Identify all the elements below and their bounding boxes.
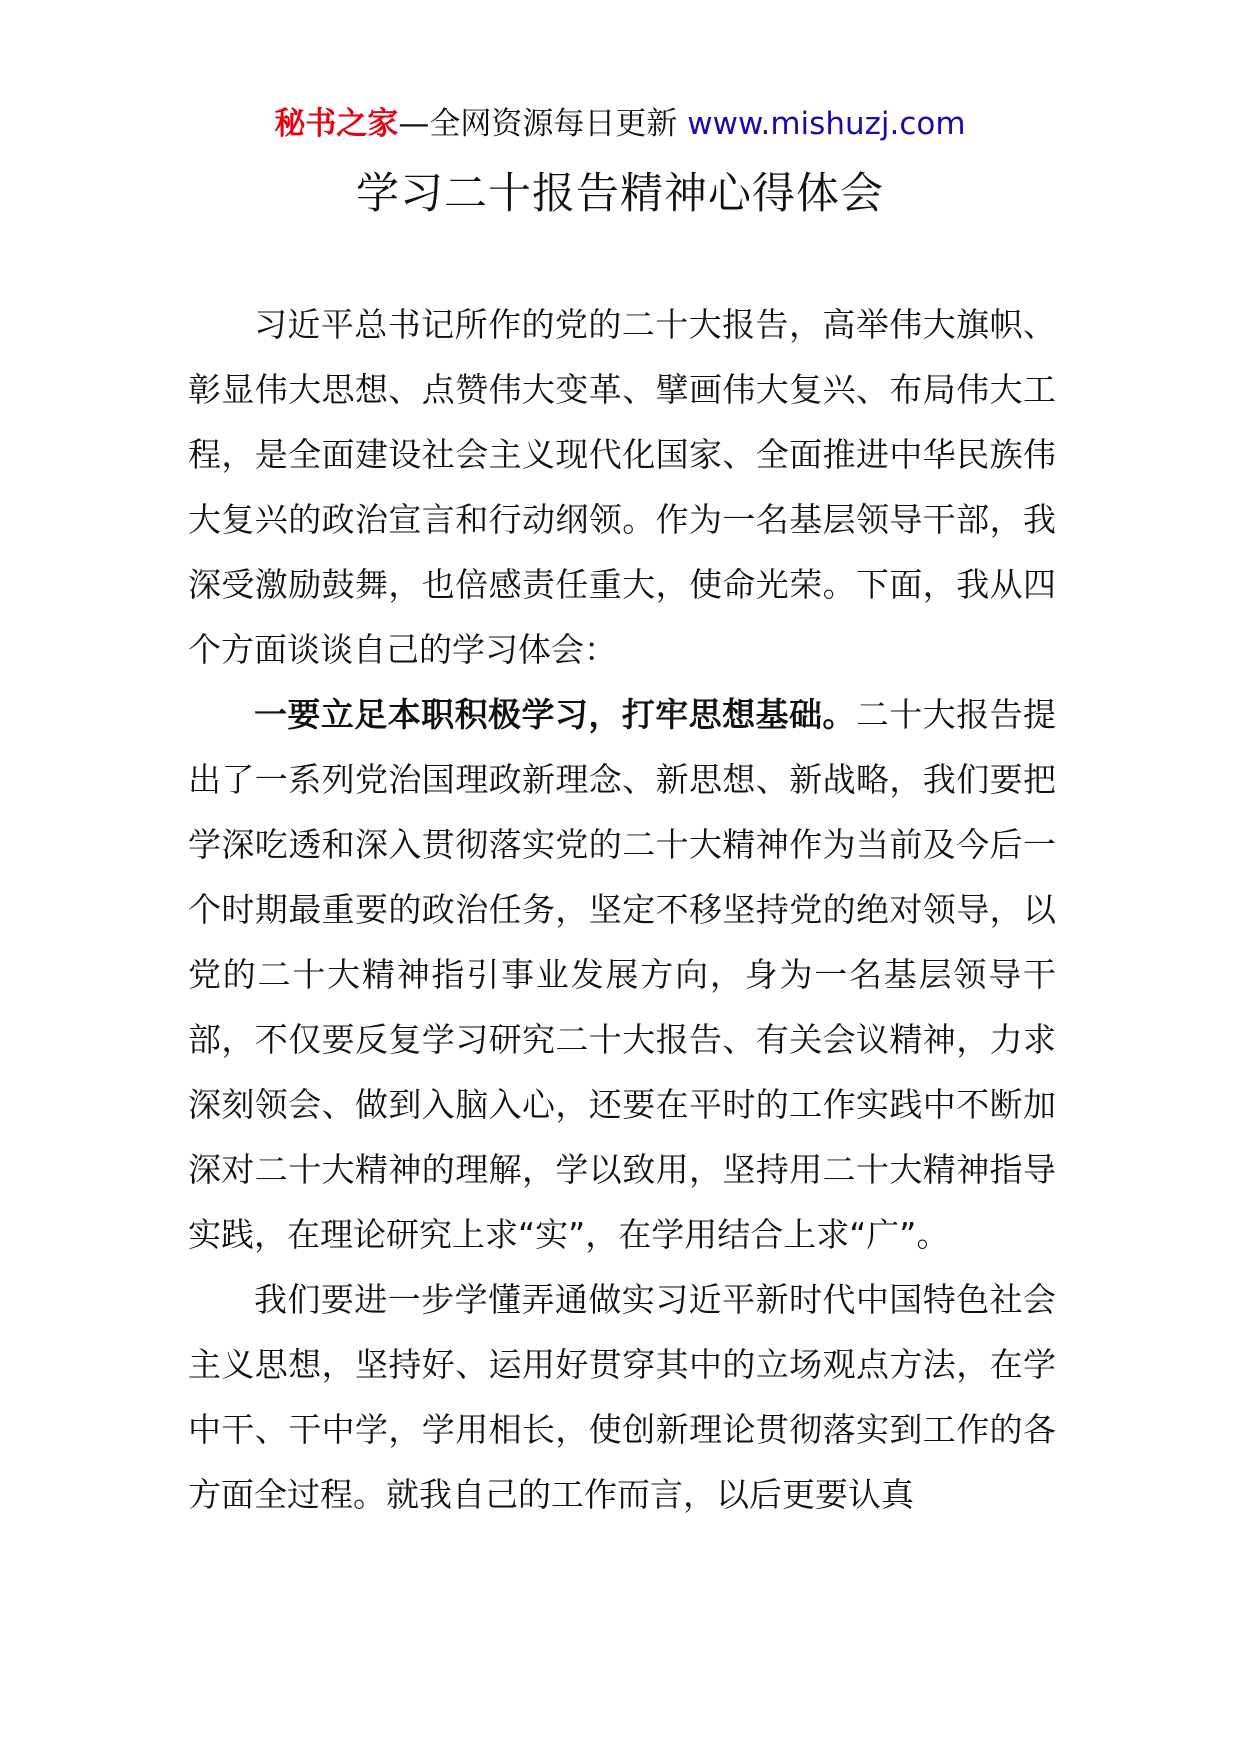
paragraph-intro: 习近平总书记所作的党的二十大报告，高举伟大旗帜、彰显伟大思想、点赞伟大变革、擘画伟大复兴、布局伟大工程，是全面建设社会主义现代化国家、全面推进中华民族伟大复兴的政治宣言和行动纲领。作为一名基层领导干部，我深受激励鼓舞，也倍感责任重大，使命光荣。下面，我从四个方面谈谈自己的学习体会： — [188, 305, 1056, 669]
site-header — [0, 104, 1240, 144]
paragraph-point-one-text: 二十大报告提出了一系列党治国理政新理念、新思想、新战略，我们要把学深吃透和深入贯彻落实党的二十大精神作为当前及今后一个时期最重要的政治任务，坚定不移坚持党的绝对领导，以党的二十大精神指引事业发展方向，身为一名基层领导干部，不仅要反复学习研究二十大报告、有关会议精神，力求深刻领会、做到入脑入心，还要在平时的工作实践中不断加深对二十大精神的理解，学以致用，坚持用二十大精神指导实践，在理论研究上求“实”，在学用结合上求“广”。 — [188, 695, 1057, 1254]
document-title: 学习二十报告精神心得体会 — [356, 169, 884, 219]
header-tagline: —全网资源每日更新 — [398, 106, 688, 142]
brand-name: 秘书之家 — [274, 106, 399, 142]
paragraph-continuation: 我们要进一步学懂弄通做实习近平新时代中国特色社会主义思想，坚持好、运用好贯穿其中的立场观点方法，在学中干、干中学，学用相长，使创新理论贯彻落实到工作的各方面全过程。就我自己的工作而言，以后更要认真 — [188, 1280, 1056, 1514]
document-body — [188, 292, 1056, 1527]
site-url-link[interactable]: www.mishuzj.com — [687, 106, 966, 142]
paragraph-lead-heading: 一要立足本职积极学习，打牢思想基础。 — [254, 695, 856, 734]
paragraph-point-one — [188, 682, 1056, 1267]
